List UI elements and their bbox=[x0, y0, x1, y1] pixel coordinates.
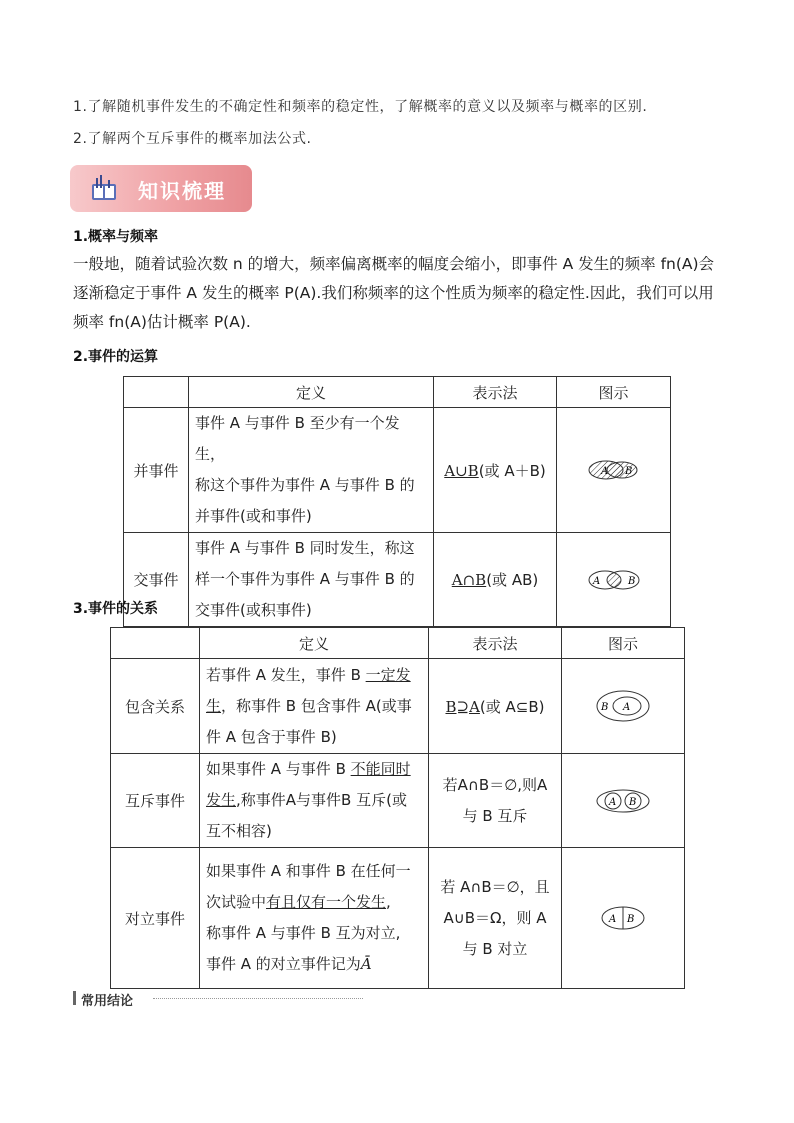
event-operations-table bbox=[123, 376, 671, 627]
header-cell: 定义 bbox=[189, 377, 434, 408]
paragraph-line: 逐渐稳定于事件 A 发生的概率 P(A).我们称频率的这个性质为频率的稳定性.因此，我们可以用 bbox=[73, 284, 714, 302]
notation-rest: (或 AB) bbox=[486, 571, 539, 589]
text-run: ,称事件A与事件B 互斥(或 bbox=[236, 791, 407, 809]
table-row bbox=[111, 848, 685, 989]
row-notation bbox=[429, 659, 562, 754]
common-conclusions-label: 常用结论 bbox=[81, 994, 134, 1009]
notation-rest: (或 A⊆B) bbox=[479, 697, 545, 716]
venn-label-a: A bbox=[600, 466, 608, 477]
section-heading-event-relations: 3.事件的关系 bbox=[73, 601, 159, 617]
definition-line: 事件 A 与事件 B 至少有一个发生， bbox=[195, 414, 400, 463]
section1-paragraph bbox=[73, 250, 723, 337]
definition-line bbox=[206, 949, 422, 980]
notation-line: 与 B 互斥 bbox=[462, 806, 528, 825]
notation-line: 与 B 对立 bbox=[462, 939, 528, 958]
text-run: ，称事件 B 包含事件 A(或事 bbox=[221, 696, 412, 715]
underlined-text: 不能同时 bbox=[350, 760, 411, 778]
row-diagram bbox=[562, 848, 685, 989]
header-cell bbox=[124, 377, 189, 408]
venn-label-a: A bbox=[592, 575, 600, 587]
knowledge-banner bbox=[70, 165, 252, 212]
definition-line: 并事件(或和事件) bbox=[195, 507, 312, 525]
definition-line bbox=[206, 887, 422, 918]
definition-line: 样一个事件为事件 A 与事件 B 的 bbox=[195, 570, 415, 588]
table-row bbox=[124, 408, 671, 533]
row-diagram bbox=[557, 533, 671, 627]
row-definition bbox=[200, 754, 429, 848]
common-conclusions-heading bbox=[73, 990, 303, 1009]
row-diagram bbox=[557, 408, 671, 533]
paragraph-line: 一般地，随着试验次数 n 的增大，频率偏离概率的幅度会缩小，即事件 A 发生的频率 fn(A)会 bbox=[73, 255, 715, 273]
definition-line bbox=[206, 785, 422, 816]
dotted-divider bbox=[153, 998, 363, 999]
row-diagram bbox=[562, 754, 685, 848]
text-run: 如果事件 A 与事件 B bbox=[206, 760, 351, 778]
venn-label-b: B bbox=[601, 702, 609, 713]
table-row bbox=[111, 659, 685, 754]
notation-line: A∪B＝Ω，则 A bbox=[443, 908, 547, 927]
row-notation bbox=[429, 754, 562, 848]
table-header-row bbox=[124, 377, 671, 408]
row-notation bbox=[434, 533, 557, 627]
row-name: 交事件 bbox=[124, 533, 189, 627]
row-name: 并事件 bbox=[124, 408, 189, 533]
header-cell: 定义 bbox=[200, 628, 429, 659]
underlined-text: 发生 bbox=[206, 791, 237, 809]
header-cell: 图示 bbox=[562, 628, 685, 659]
row-notation bbox=[434, 408, 557, 533]
definition-line: 件 A 包含于事件 B) bbox=[206, 727, 337, 746]
complement-venn-icon bbox=[600, 905, 646, 931]
underlined-text: 有且仅有一个发生 bbox=[266, 893, 387, 911]
notation-symbol: A∩B bbox=[451, 571, 487, 589]
notation-line: 若A∩B＝∅,则A bbox=[442, 775, 548, 794]
venn-label-b: B bbox=[627, 575, 635, 587]
definition-line: 互不相容) bbox=[206, 822, 272, 840]
row-definition bbox=[200, 848, 429, 989]
definition-line: 如果事件 A 和事件 B 在任何一 bbox=[206, 862, 411, 880]
definition-line bbox=[206, 691, 422, 722]
venn-label-b: B bbox=[629, 796, 637, 808]
venn-label-b: B bbox=[624, 466, 632, 477]
venn-label-a: A bbox=[609, 796, 617, 808]
text-run: , bbox=[386, 893, 391, 911]
definition-line bbox=[206, 754, 422, 785]
complement-symbol: Ā bbox=[360, 955, 372, 973]
book-chart-icon bbox=[90, 174, 118, 202]
notation-symbol: A∪B bbox=[444, 461, 479, 480]
row-diagram bbox=[562, 659, 685, 754]
venn-label-b: B bbox=[627, 914, 635, 925]
row-definition bbox=[189, 408, 434, 533]
table-row bbox=[111, 754, 685, 848]
section-heading-event-operations: 2.事件的运算 bbox=[73, 349, 159, 365]
event-relations-table bbox=[110, 627, 685, 989]
objective-1: 1.了解随机事件发生的不确定性和频率的稳定性，了解概率的意义以及频率与概率的区别. bbox=[73, 99, 648, 115]
text-run: 事件 A 的对立事件记为 bbox=[206, 955, 361, 973]
containment-venn-icon bbox=[595, 689, 651, 723]
header-cell: 图示 bbox=[557, 377, 671, 408]
row-name: 互斥事件 bbox=[111, 754, 200, 848]
union-venn-icon bbox=[587, 459, 641, 481]
notation-symbol: B⊇A bbox=[445, 697, 480, 716]
definition-line: 交事件(或积事件) bbox=[195, 601, 312, 619]
row-definition bbox=[189, 533, 434, 627]
notation-rest: (或 A＋B) bbox=[478, 461, 546, 480]
row-name: 包含关系 bbox=[111, 659, 200, 754]
row-notation bbox=[429, 848, 562, 989]
section-heading-probability-frequency: 1.概率与频率 bbox=[73, 229, 159, 245]
banner-title: 知识梳理 bbox=[138, 179, 226, 203]
header-cell: 表示法 bbox=[429, 628, 562, 659]
venn-label-a: A bbox=[609, 914, 617, 925]
table-header-row bbox=[111, 628, 685, 659]
paragraph-line: 频率 fn(A)估计概率 P(A). bbox=[73, 313, 251, 331]
table-row bbox=[124, 533, 671, 627]
definition-line bbox=[206, 660, 422, 691]
text-run: 次试验中 bbox=[206, 893, 267, 911]
row-definition bbox=[200, 659, 429, 754]
notation-line: 若 A∩B＝∅，且 bbox=[440, 877, 550, 896]
underlined-text: 生 bbox=[206, 696, 222, 715]
disjoint-venn-icon bbox=[595, 788, 651, 814]
text-run: 若事件 A 发生，事件 B bbox=[206, 665, 366, 684]
heading-bar bbox=[73, 991, 76, 1005]
row-name: 对立事件 bbox=[111, 848, 200, 989]
definition-line: 事件 A 与事件 B 同时发生，称这 bbox=[195, 539, 415, 557]
objective-2: 2.了解两个互斥事件的概率加法公式. bbox=[73, 131, 312, 147]
underlined-text: 一定发 bbox=[365, 665, 411, 684]
header-cell bbox=[111, 628, 200, 659]
definition-line: 称这个事件为事件 A 与事件 B 的 bbox=[195, 476, 415, 494]
header-cell: 表示法 bbox=[434, 377, 557, 408]
venn-label-a: A bbox=[623, 702, 631, 713]
definition-line: 称事件 A 与事件 B 互为对立, bbox=[206, 924, 401, 942]
intersection-venn-icon bbox=[587, 569, 641, 591]
